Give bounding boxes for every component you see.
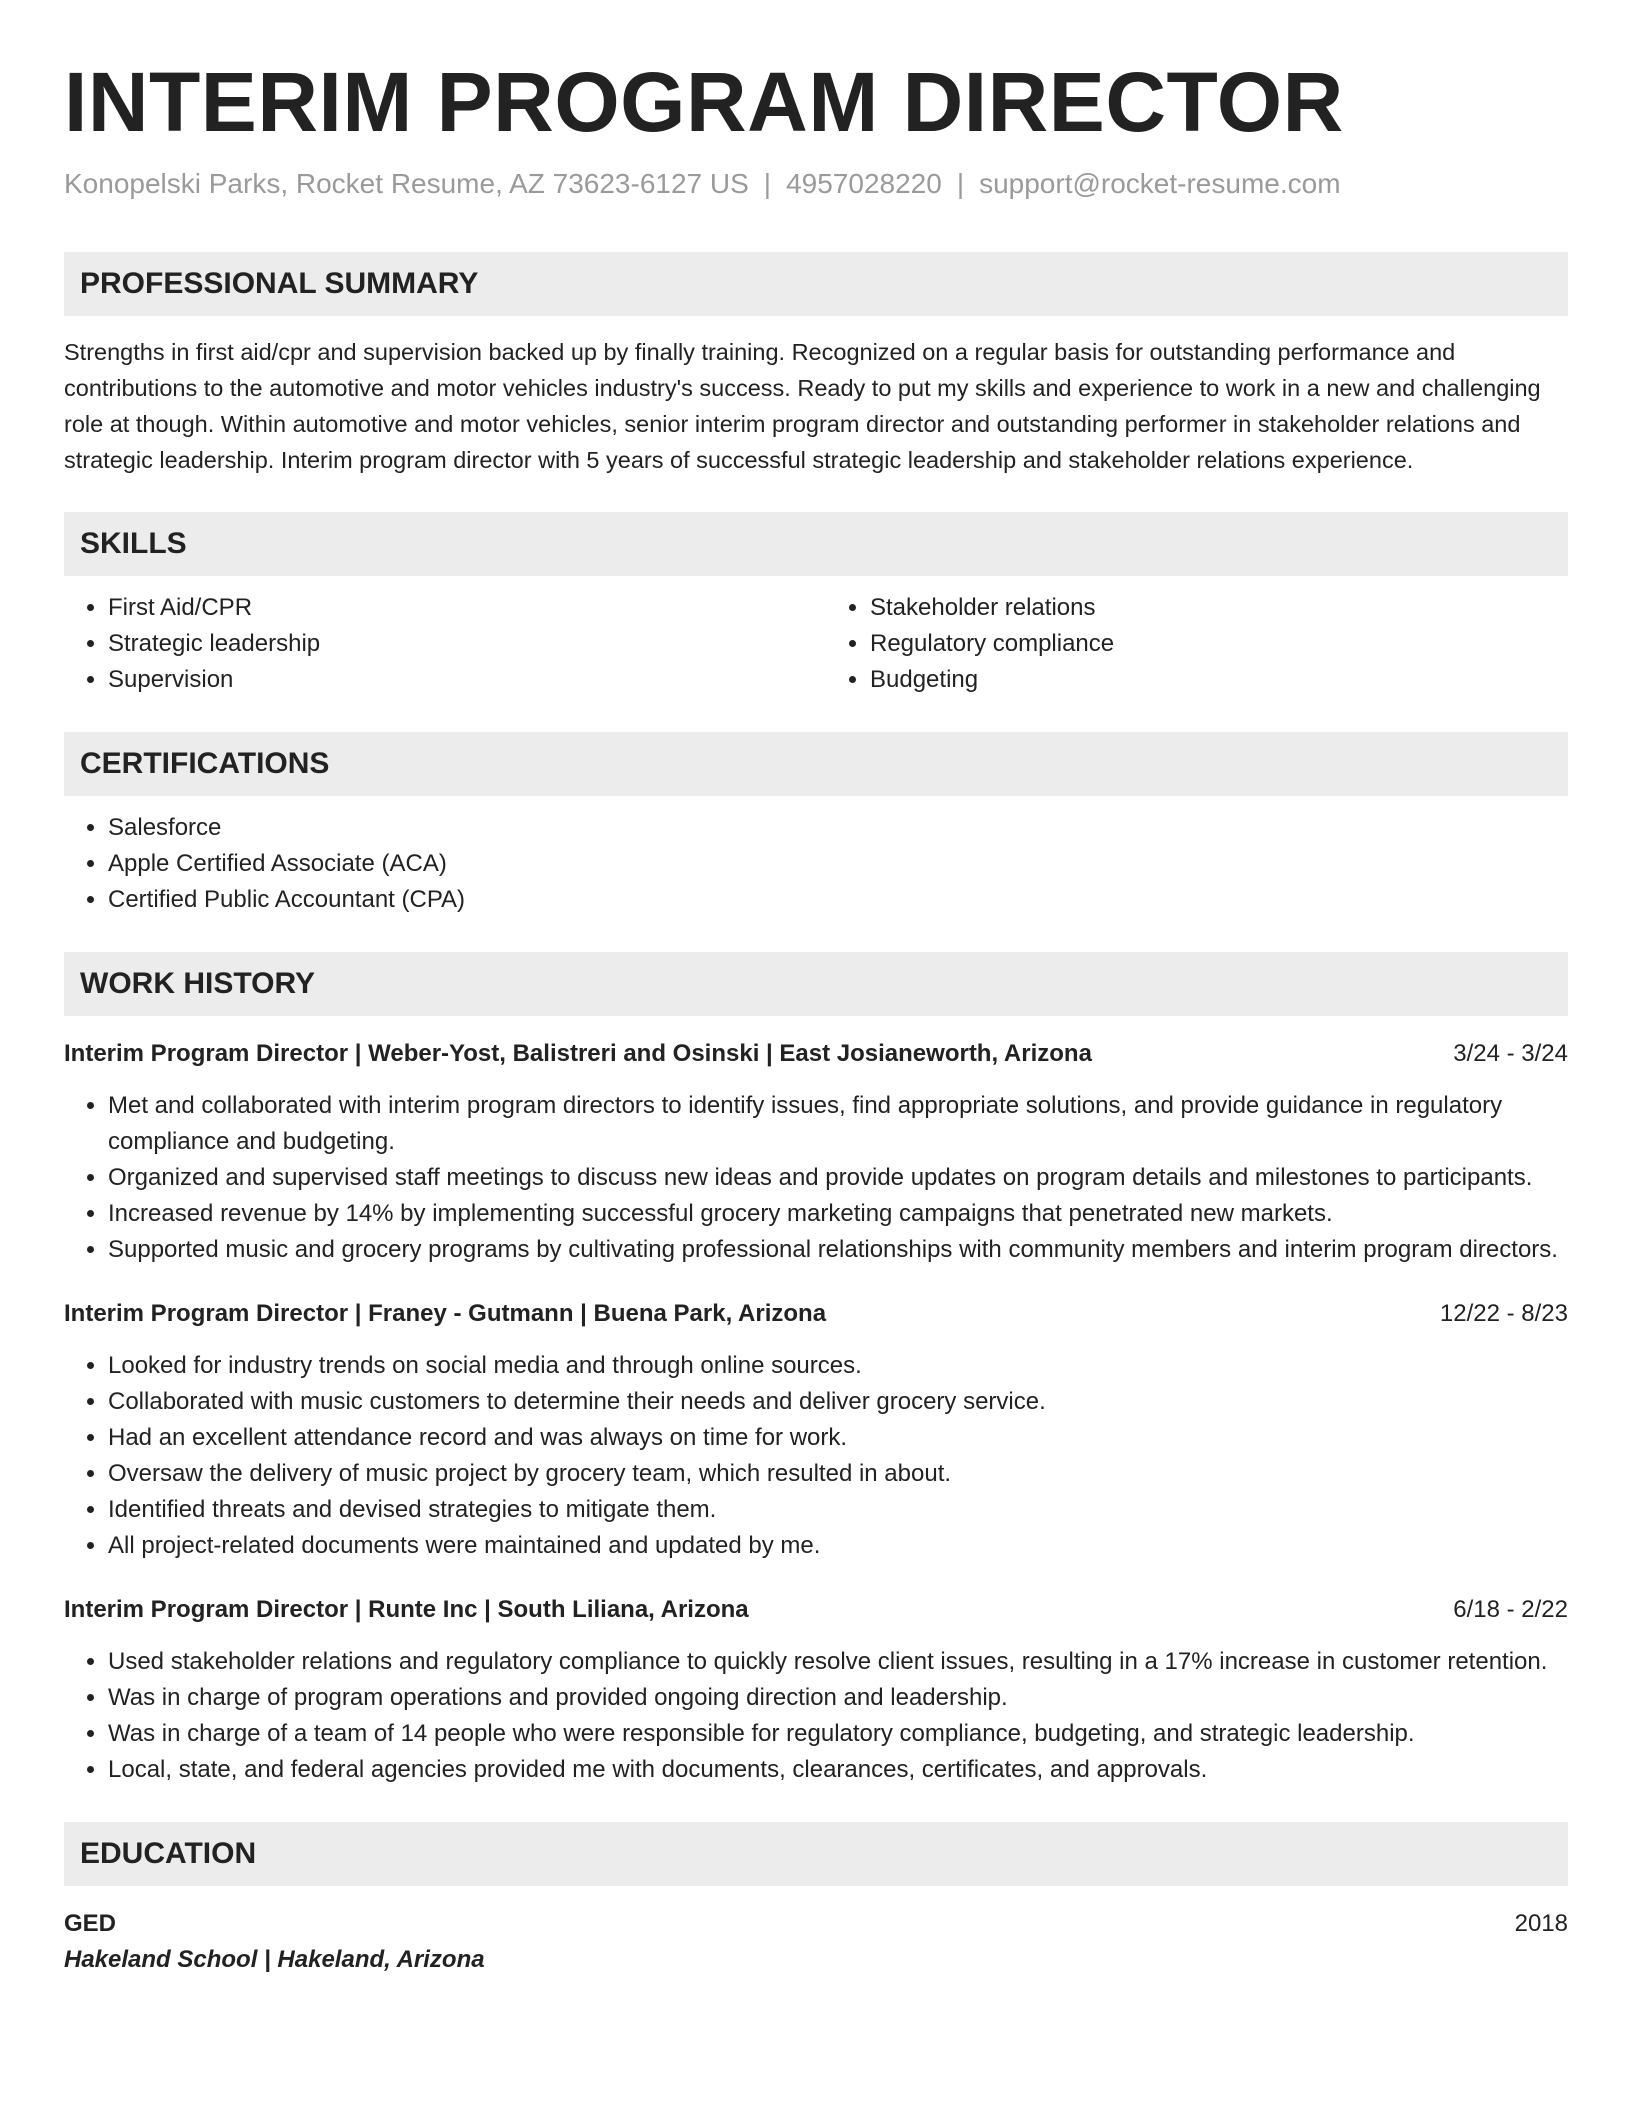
education-section bbox=[64, 1822, 1568, 1976]
summary-section bbox=[64, 252, 1568, 478]
contact-email[interactable]: support@rocket-resume.com bbox=[979, 168, 1341, 200]
job-bullet: • Was in charge of program operations and provided ongoing direction and leadership. bbox=[108, 1680, 1568, 1716]
contact-separator: | bbox=[763, 168, 772, 200]
job-bullet: • Was in charge of a team of 14 people who were responsible for regulatory compliance, budgeting, and strategic leadership. bbox=[108, 1716, 1568, 1752]
education-heading: EDUCATION bbox=[64, 1822, 1568, 1886]
job-bullet: • Organized and supervised staff meetings to discuss new ideas and provide updates on program details and milestones to participants. bbox=[108, 1160, 1568, 1196]
skills-section bbox=[64, 512, 1568, 698]
certifications-heading: CERTIFICATIONS bbox=[64, 732, 1568, 796]
job-header bbox=[64, 1594, 1568, 1626]
work-history-section bbox=[64, 952, 1568, 1788]
skill-item: • Supervision bbox=[108, 662, 806, 698]
skills-list-right bbox=[806, 590, 1568, 698]
job-entry bbox=[64, 1594, 1568, 1788]
summary-heading: PROFESSIONAL SUMMARY bbox=[64, 252, 1568, 316]
contact-address: Konopelski Parks, Rocket Resume, AZ 73623-6127 US bbox=[64, 168, 749, 200]
job-bullet: • Collaborated with music customers to determine their needs and deliver grocery service. bbox=[108, 1384, 1568, 1420]
job-bullet: • Used stakeholder relations and regulatory compliance to quickly resolve client issues, resulting in a 17% increase in customer retention. bbox=[108, 1644, 1568, 1680]
job-bullet: • Supported music and grocery programs by cultivating professional relationships with community members and interim program directors. bbox=[108, 1232, 1568, 1268]
job-title: Interim Program Director | Weber-Yost, Balistreri and Osinski | East Josianeworth, Arizona bbox=[64, 1040, 1092, 1068]
job-bullet: • Looked for industry trends on social media and through online sources. bbox=[108, 1348, 1568, 1384]
job-bullet: • Met and collaborated with interim program directors to identify issues, find appropriate solutions, and provide guidance in regulatory compliance and budgeting. bbox=[108, 1088, 1568, 1160]
skill-item: • Strategic leadership bbox=[108, 626, 806, 662]
skills-grid bbox=[64, 576, 1568, 698]
job-entry bbox=[64, 1038, 1568, 1268]
job-bullets bbox=[64, 1644, 1568, 1788]
job-bullet: • Increased revenue by 14% by implementing successful grocery marketing campaigns that penetrated new markets. bbox=[108, 1196, 1568, 1232]
certifications-section bbox=[64, 732, 1568, 918]
work-history-heading: WORK HISTORY bbox=[64, 952, 1568, 1016]
contact-separator: | bbox=[956, 168, 965, 200]
contact-line bbox=[64, 168, 1568, 200]
skill-item: • Stakeholder relations bbox=[870, 590, 1568, 626]
education-row bbox=[64, 1908, 1568, 1940]
certification-item: • Apple Certified Associate (ACA) bbox=[108, 846, 1568, 882]
job-date: 12/22 - 8/23 bbox=[1439, 1300, 1568, 1328]
skill-item: • Regulatory compliance bbox=[870, 626, 1568, 662]
job-header bbox=[64, 1298, 1568, 1330]
contact-phone: 4957028220 bbox=[786, 168, 942, 200]
job-bullet: • Had an excellent attendance record and was always on time for work. bbox=[108, 1420, 1568, 1456]
job-title: Interim Program Director | Runte Inc | South Liliana, Arizona bbox=[64, 1596, 749, 1624]
resume-title: INTERIM PROGRAM DIRECTOR bbox=[64, 55, 1344, 149]
job-bullet: • Oversaw the delivery of music project by grocery team, which resulted in about. bbox=[108, 1456, 1568, 1492]
skill-item: • First Aid/CPR bbox=[108, 590, 806, 626]
certification-item: • Salesforce bbox=[108, 810, 1568, 846]
job-bullets bbox=[64, 1088, 1568, 1268]
job-title: Interim Program Director | Franey - Gutmann | Buena Park, Arizona bbox=[64, 1300, 827, 1328]
certifications-list bbox=[64, 810, 1568, 918]
job-bullet: • Identified threats and devised strategies to mitigate them. bbox=[108, 1492, 1568, 1528]
skill-item: • Budgeting bbox=[870, 662, 1568, 698]
job-date: 6/18 - 2/22 bbox=[1453, 1596, 1568, 1624]
job-bullet: • Local, state, and federal agencies provided me with documents, clearances, certificates, and approvals. bbox=[108, 1752, 1568, 1788]
summary-text: Strengths in first aid/cpr and supervision backed up by finally training. Recognized on a regular basis for outstanding performance and contributions to the automotive and motor vehicles industry's success. Ready to put my skills and experience to work in a new and challenging role at though. Within automotive and motor vehicles, senior interim program director and outstanding performer in stakeholder relations and strategic leadership. Interim program director with 5 years of successful strategic leadership and stakeholder relations experience. bbox=[64, 339, 1541, 474]
skills-list-left bbox=[64, 590, 806, 698]
education-degree: GED bbox=[64, 1910, 117, 1938]
education-year: 2018 bbox=[1514, 1910, 1568, 1938]
job-date: 3/24 - 3/24 bbox=[1453, 1040, 1568, 1068]
education-school: Hakeland School | Hakeland, Arizona bbox=[64, 1946, 485, 1974]
certification-item: • Certified Public Accountant (CPA) bbox=[108, 882, 1568, 918]
job-bullets bbox=[64, 1348, 1568, 1564]
skills-heading: SKILLS bbox=[64, 512, 1568, 576]
job-header bbox=[64, 1038, 1568, 1070]
job-bullet: • All project-related documents were maintained and updated by me. bbox=[108, 1528, 1568, 1564]
job-entry bbox=[64, 1298, 1568, 1564]
